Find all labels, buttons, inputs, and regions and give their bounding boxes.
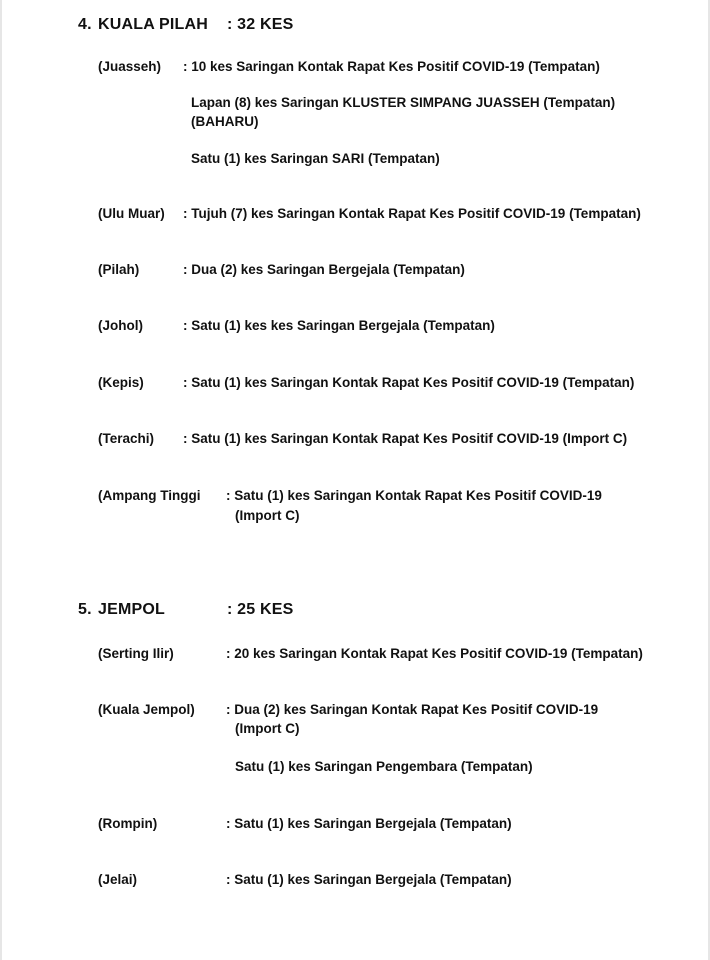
section-number: 5. (78, 601, 92, 618)
case-line: Lapan (8) kes Saringan KLUSTER SIMPANG JUASSEH (Tempatan) (191, 95, 616, 110)
case-line: Satu (1) kes Saringan Pengembara (Tempatan) (235, 759, 533, 774)
area-label: (Juasseh) (98, 59, 162, 74)
section-number: 4. (78, 16, 92, 33)
case-line: Satu (1) kes Saringan SARI (Tempatan) (191, 151, 440, 166)
area-label: (Serting Ilir) (98, 646, 174, 661)
area-label: (Kepis) (98, 375, 144, 390)
case-line: : 10 kes Saringan Kontak Rapat Kes Positif COVID-19 (Tempatan) (183, 59, 600, 74)
case-line: : Satu (1) kes Saringan Kontak Rapat Kes Positif COVID-19 (Import C) (183, 431, 628, 446)
case-line: : Satu (1) kes Saringan Kontak Rapat Kes Positif COVID-19 (Tempatan) (183, 375, 635, 390)
case-line: (Import C) (235, 721, 300, 736)
case-line: (Import C) (235, 508, 300, 523)
area-label: (Jelai) (98, 872, 138, 887)
page-border-left (0, 0, 2, 960)
case-line: : 20 kes Saringan Kontak Rapat Kes Positif COVID-19 (Tempatan) (226, 646, 643, 661)
area-label: (Rompin) (98, 816, 158, 831)
area-label: (Johol) (98, 318, 143, 333)
case-line: : Dua (2) kes Saringan Bergejala (Tempatan) (183, 262, 465, 277)
area-label: (Ampang Tinggi (98, 488, 201, 503)
area-label: (Kuala Jempol) (98, 702, 195, 717)
case-line: : Tujuh (7) kes Saringan Kontak Rapat Kes Positif COVID-19 (Tempatan) (183, 206, 641, 221)
section-title: JEMPOL (98, 601, 165, 618)
section-total: : 32 KES (227, 16, 294, 33)
case-line: : Satu (1) kes Saringan Bergejala (Tempatan) (226, 872, 512, 887)
case-line: : Satu (1) kes Saringan Bergejala (Tempatan) (226, 816, 512, 831)
area-label: (Pilah) (98, 262, 140, 277)
section-total: : 25 KES (227, 601, 294, 618)
case-line: : Satu (1) kes kes Saringan Bergejala (Tempatan) (183, 318, 495, 333)
section-title: KUALA PILAH (98, 16, 209, 33)
area-label: (Terachi) (98, 431, 155, 446)
case-line: : Dua (2) kes Saringan Kontak Rapat Kes Positif COVID-19 (226, 702, 599, 717)
case-line: : Satu (1) kes Saringan Kontak Rapat Kes Positif COVID-19 (226, 488, 602, 503)
area-label: (Ulu Muar) (98, 206, 165, 221)
case-line: (BAHARU) (191, 114, 259, 129)
